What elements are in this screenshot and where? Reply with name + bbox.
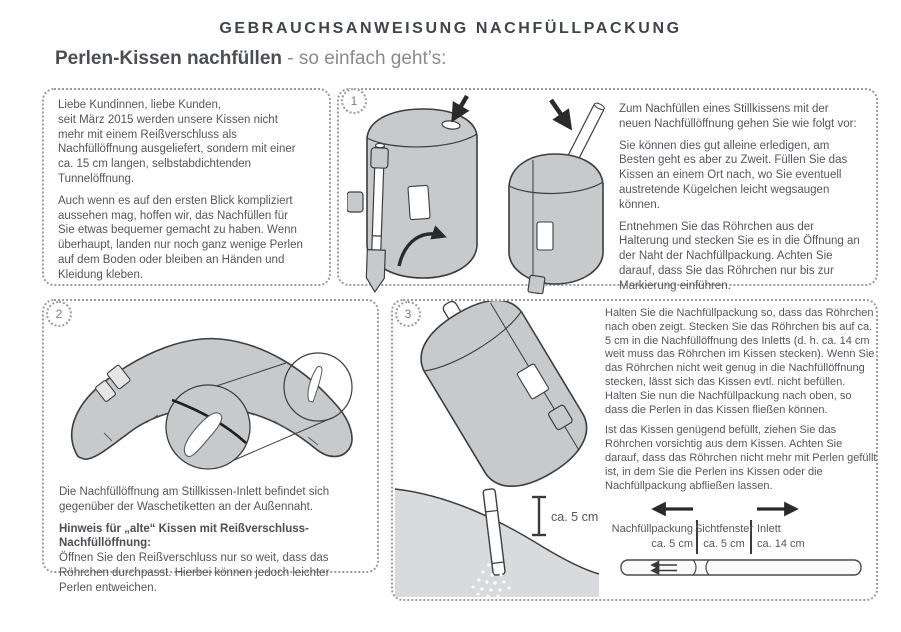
- refill-pack-front: [366, 96, 477, 292]
- intro-panel: [42, 88, 331, 286]
- step2-note-title: Hinweis für „alte“ Kissen mit Reißverschluss-Nachfüllöffnung:: [59, 522, 309, 550]
- diagram-label: ca. 5 cm: [703, 538, 745, 551]
- sichtfenster-label: [537, 222, 553, 250]
- intro-greeting: Liebe Kundinnen, liebe Kunden,: [58, 99, 222, 111]
- subtitle-light: - so einfach geht’s:: [287, 48, 447, 69]
- step3-number-badge: [395, 301, 421, 327]
- page-title: GEBRAUCHSANWEISUNG NACHFÜLLPACKUNG: [219, 20, 682, 37]
- magnified-opening-detail: [166, 385, 250, 469]
- step1-paragraph: Entnehmen Sie das Röhrchen aus der Halterung und stecken Sie es in die Öffnung an der Naht der Nachfüllpackung. Achten Sie darauf, dass Sie das Röhrchen nur bis zur Markierung einführen.: [619, 220, 860, 292]
- step3-panel: [391, 299, 878, 601]
- tube-inserted: [566, 102, 605, 164]
- nursing-pillow-illustration: [46, 307, 376, 483]
- refill-pack-tilted: [400, 301, 600, 502]
- page-subtitle: [55, 48, 446, 70]
- filling-pillow-illustration: [393, 301, 601, 599]
- step1-paragraph: Zum Nachfüllen eines Stillkissens mit der neuen Nachfüllöffnung gehen Sie wie folgt vor:: [619, 103, 857, 130]
- sichtfenster-label: [408, 185, 430, 219]
- step3-content: [601, 301, 887, 599]
- step3-text: [605, 307, 877, 493]
- tube-schematic: [621, 560, 861, 575]
- step3-number: 3: [404, 307, 412, 321]
- step1-illustration: [339, 90, 615, 284]
- diagram-label: ca. 14 cm: [757, 538, 805, 551]
- step1-paragraph: Sie können dies gut alleine erledigen, am Besten geht es aber zu Zweit. Füllen Sie das Kissen an einem Ort nach, wo Sie eventuell austretende Kügelchen leicht wegsaugen können.: [619, 139, 848, 211]
- diagram-label: Sichtfenster: [694, 523, 754, 536]
- step2-text: [44, 483, 377, 596]
- step1-number-badge: [341, 88, 367, 114]
- step2-paragraph: Die Nachfüllöffnung am Stillkissen-Inlett befindet sich gegenüber der Waschetiketten an der Außennaht.: [59, 486, 330, 513]
- intro-paragraph: Auch wenn es auf den ersten Blick kompliziert aussehen mag, hoffen wir, das Nachfüllen für Sie etwas bequemer gemacht zu haben. Wenn überhaupt, landen nur noch ganz wenige Perlen auf dem Boden oder bleiben an Händen und Kleidung kleben.: [58, 194, 303, 281]
- step3-paragraph: Ist das Kissen genügend befüllt, ziehen Sie das Röhrchen vorsichtig aus dem Kissen. Achten Sie darauf, dass das Röhrchen nicht mehr mit Perlen gefüllt ist, in dem Sie die Perlen ins Kissen oder die Nachfüllpackung abfließen lassen.: [605, 424, 877, 492]
- refill-pack-tube-illustration: [347, 94, 619, 294]
- arrow-down-left-icon: [551, 100, 569, 126]
- diagram-label: Inlett: [757, 523, 781, 536]
- holder-pocket: [366, 250, 385, 293]
- arrow-down-icon: [454, 96, 467, 118]
- step1-number: 1: [350, 94, 358, 108]
- step2-number: 2: [55, 307, 63, 321]
- step2-note-body: Öffnen Sie den Reißverschluss nur so weit, dass das Röhrchen durchpasst. Hierbei können jedoch leichter Perlen entweichen.: [59, 552, 330, 594]
- step1-text: [615, 90, 876, 292]
- tube-measurement-diagram: [605, 500, 877, 584]
- diagram-label: ca. 5 cm: [651, 538, 693, 551]
- step3-paragraph: Halten Sie die Nachfüllpackung so, dass das Röhrchen nach oben zeigt. Stecken Sie das Röhrchen bis auf ca. 5 cm in die Nachfüllöffnung des Inletts (d. h. ca. 14 cm weit muss das Röhrchen im Kissen stecken). Wenn Sie das Röhrchen nicht weit genug in die Nachfüllöffnung stecken, lässt sich das Kissen evtl. nicht befüllen. Halten Sie nun die Nachfüllpackung nach oben, so dass die Perlen in das Kissen fließen können.: [605, 307, 875, 416]
- bottom-tab: [528, 275, 545, 294]
- step2-panel: [42, 299, 379, 594]
- measure-bracket: [532, 497, 546, 535]
- intro-paragraph: seit März 2015 werden unsere Kissen nicht mehr mit einem Reißverschluss als Nachfüllöffnung ausgeliefert, sondern mit einer ca. 15 cm langen, selbstabdichtenden Tunnelöffnung.: [58, 113, 296, 185]
- measure-label: ca. 5 cm: [551, 510, 599, 524]
- step2-number-badge: [46, 301, 72, 327]
- holder-loop: [371, 148, 389, 169]
- step3-illustration: [393, 301, 601, 599]
- subtitle-bold: Perlen-Kissen nachfüllen: [55, 48, 283, 69]
- step1-panel: [337, 88, 878, 292]
- diagram-label: Nachfüllpackung: [611, 523, 693, 536]
- holder-loop: [347, 192, 363, 212]
